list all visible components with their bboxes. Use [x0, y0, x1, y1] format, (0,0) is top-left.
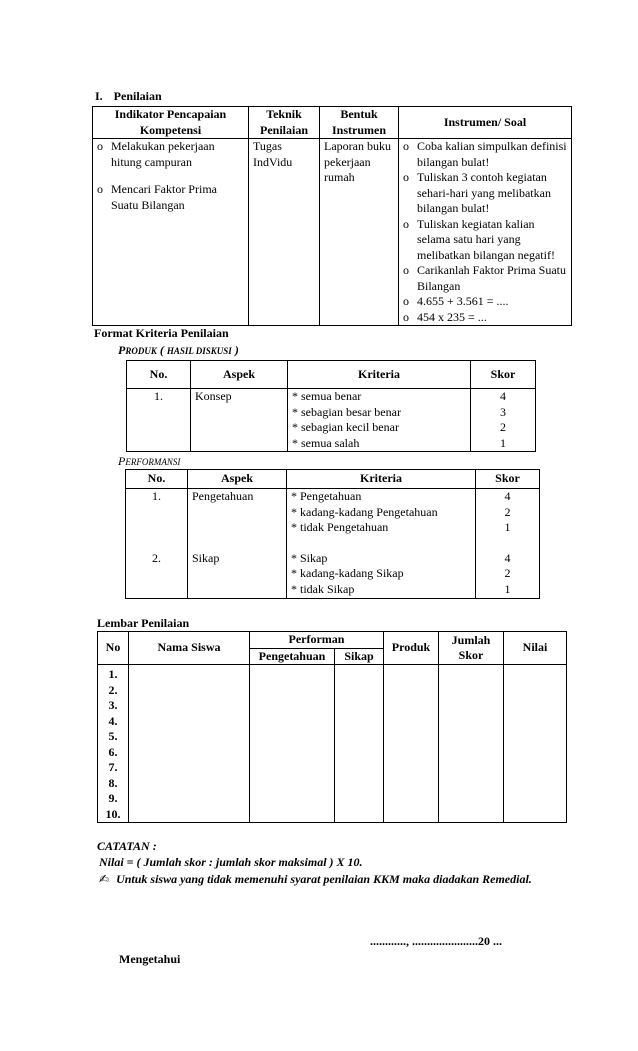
indikator-cell	[93, 139, 249, 326]
jumlah-skor-cell[interactable]	[439, 665, 504, 823]
row-number: 2.	[152, 550, 161, 565]
nama-siswa-cell[interactable]	[129, 665, 250, 823]
skor-value: 2	[500, 420, 506, 434]
skor-value: 1	[504, 581, 511, 596]
performansi-skor	[476, 489, 540, 599]
writing-hand-icon: ✍	[99, 872, 110, 886]
kriteria-item: * tidak Sikap	[291, 581, 355, 596]
aspek-value: Pengetahuan	[192, 489, 254, 503]
skor-value: 1	[500, 435, 506, 450]
lembar-header-produk: Produk	[384, 632, 439, 665]
soal-cell	[399, 139, 572, 326]
catatan-title: CATATAN :	[97, 839, 157, 853]
performansi-header-no: No.	[126, 470, 188, 489]
lembar-numbers	[98, 665, 129, 823]
lembar-header-no: No	[98, 632, 129, 665]
row-number: 4.	[108, 713, 118, 728]
lembar-header-nilai: Nilai	[504, 632, 567, 665]
performansi-heading: PERFORMANSI	[118, 454, 181, 468]
lembar-title: Lembar Penilaian	[97, 616, 190, 630]
skor-value: 4	[500, 389, 506, 403]
kriteria-item: * Pengetahuan	[291, 489, 362, 503]
performansi-no	[126, 489, 188, 599]
lembar-header-performan: Performan	[250, 632, 384, 649]
mengetahui: Mengetahui	[119, 952, 181, 966]
lembar-table	[97, 631, 567, 823]
row-number: 3.	[108, 698, 118, 712]
nilai-cell[interactable]	[504, 665, 567, 823]
row-number: 7.	[108, 760, 118, 774]
indikator-item: o Melakukan pekerjaan hitung campuran	[97, 139, 215, 169]
row-number: 6.	[108, 744, 118, 759]
row-number: 10.	[105, 806, 121, 821]
produk-skor	[471, 389, 536, 452]
skor-value: 1	[504, 520, 511, 534]
bentuk-cell: Laporan buku pekerjaan rumah	[320, 139, 399, 326]
soal-item: o 454 x 235 = ...	[403, 309, 487, 324]
lembar-header-jumlah: Jumlah Skor	[439, 632, 504, 665]
aspek-value: Sikap	[192, 550, 220, 565]
soal-item: o Coba kalian simpulkan definisi bilangan bulat!	[403, 139, 567, 169]
performansi-table	[125, 469, 540, 599]
header-indikator: Indikator Pencapaian Kompetensi	[93, 107, 249, 139]
sikap-cell[interactable]	[335, 665, 384, 823]
soal-item: o Tuliskan kegiatan kalian selama satu hari yang melibatkan bilangan negatif!	[403, 216, 555, 262]
kriteria-item: * kadang-kadang Sikap	[291, 566, 404, 580]
remedial-text: Untuk siswa yang tidak memenuhi syarat penilaian KKM maka diadakan Remedial.	[116, 872, 532, 886]
kriteria-item: * tidak Pengetahuan	[291, 520, 389, 534]
header-teknik: Teknik Penilaian	[249, 107, 320, 139]
date-line: ............, ......................20 ...	[370, 934, 502, 948]
teknik-cell: Tugas IndVidu	[249, 139, 320, 326]
format-title: Format Kriteria Penilaian	[94, 326, 229, 340]
produk-cell[interactable]	[384, 665, 439, 823]
produk-aspek: Konsep	[191, 389, 288, 452]
kriteria-item: * semua salah	[292, 435, 360, 450]
section-title: Penilaian	[113, 89, 162, 103]
produk-no: 1.	[127, 389, 191, 452]
produk-kriteria	[288, 389, 471, 452]
produk-header-no: No.	[127, 361, 191, 389]
row-number: 1.	[108, 667, 118, 681]
performansi-header-aspek: Aspek	[188, 470, 287, 489]
row-number: 5.	[108, 729, 118, 743]
performansi-aspek	[188, 489, 287, 599]
penilaian-table	[92, 106, 572, 326]
row-number: 2.	[108, 682, 118, 697]
performansi-header-kriteria: Kriteria	[287, 470, 476, 489]
kriteria-item: * kadang-kadang Pengetahuan	[291, 504, 438, 519]
row-number: 9.	[108, 791, 118, 805]
row-number: 1.	[152, 489, 161, 503]
kriteria-item: * Sikap	[291, 550, 328, 565]
catatan-formula: Nilai = ( Jumlah skor : jumlah skor maksimal ) X 10.	[99, 855, 363, 869]
soal-item: o Tuliskan 3 contoh kegiatan sehari-hari yang melibatkan bilangan bulat!	[403, 170, 551, 215]
kriteria-item: * semua benar	[292, 389, 362, 403]
produk-table	[126, 360, 536, 452]
indikator-item: o Mencari Faktor Prima Suatu Bilangan	[97, 182, 217, 212]
pengetahuan-cell[interactable]	[250, 665, 335, 823]
skor-value: 4	[504, 550, 511, 565]
header-instrumen: Instrumen/ Soal	[399, 107, 572, 139]
soal-item: o Carikanlah Faktor Prima Suatu Bilangan	[403, 263, 566, 293]
skor-value: 2	[504, 504, 511, 519]
lembar-header-nama: Nama Siswa	[129, 632, 250, 665]
produk-header-aspek: Aspek	[191, 361, 288, 389]
section-heading	[95, 89, 162, 104]
performansi-kriteria	[287, 489, 476, 599]
section-number: I.	[95, 89, 103, 103]
lembar-header-sikap: Sikap	[335, 648, 384, 665]
catatan-remedial	[99, 872, 532, 887]
performansi-header-skor: Skor	[476, 470, 540, 489]
produk-header-kriteria: Kriteria	[288, 361, 471, 389]
header-bentuk: Bentuk Instrumen	[320, 107, 399, 139]
skor-value: 3	[500, 404, 506, 419]
skor-value: 2	[504, 566, 511, 580]
kriteria-item: * sebagian kecil benar	[292, 420, 399, 434]
produk-heading: PRODUK ( HASIL DISKUSI )	[118, 343, 239, 357]
skor-value: 4	[504, 489, 511, 503]
soal-item: o 4.655 + 3.561 = ....	[403, 294, 509, 308]
lembar-header-pengetahuan: Pengetahuan	[250, 648, 335, 665]
produk-header-skor: Skor	[471, 361, 536, 389]
row-number: 8.	[108, 775, 118, 790]
kriteria-item: * sebagian besar benar	[292, 404, 401, 419]
